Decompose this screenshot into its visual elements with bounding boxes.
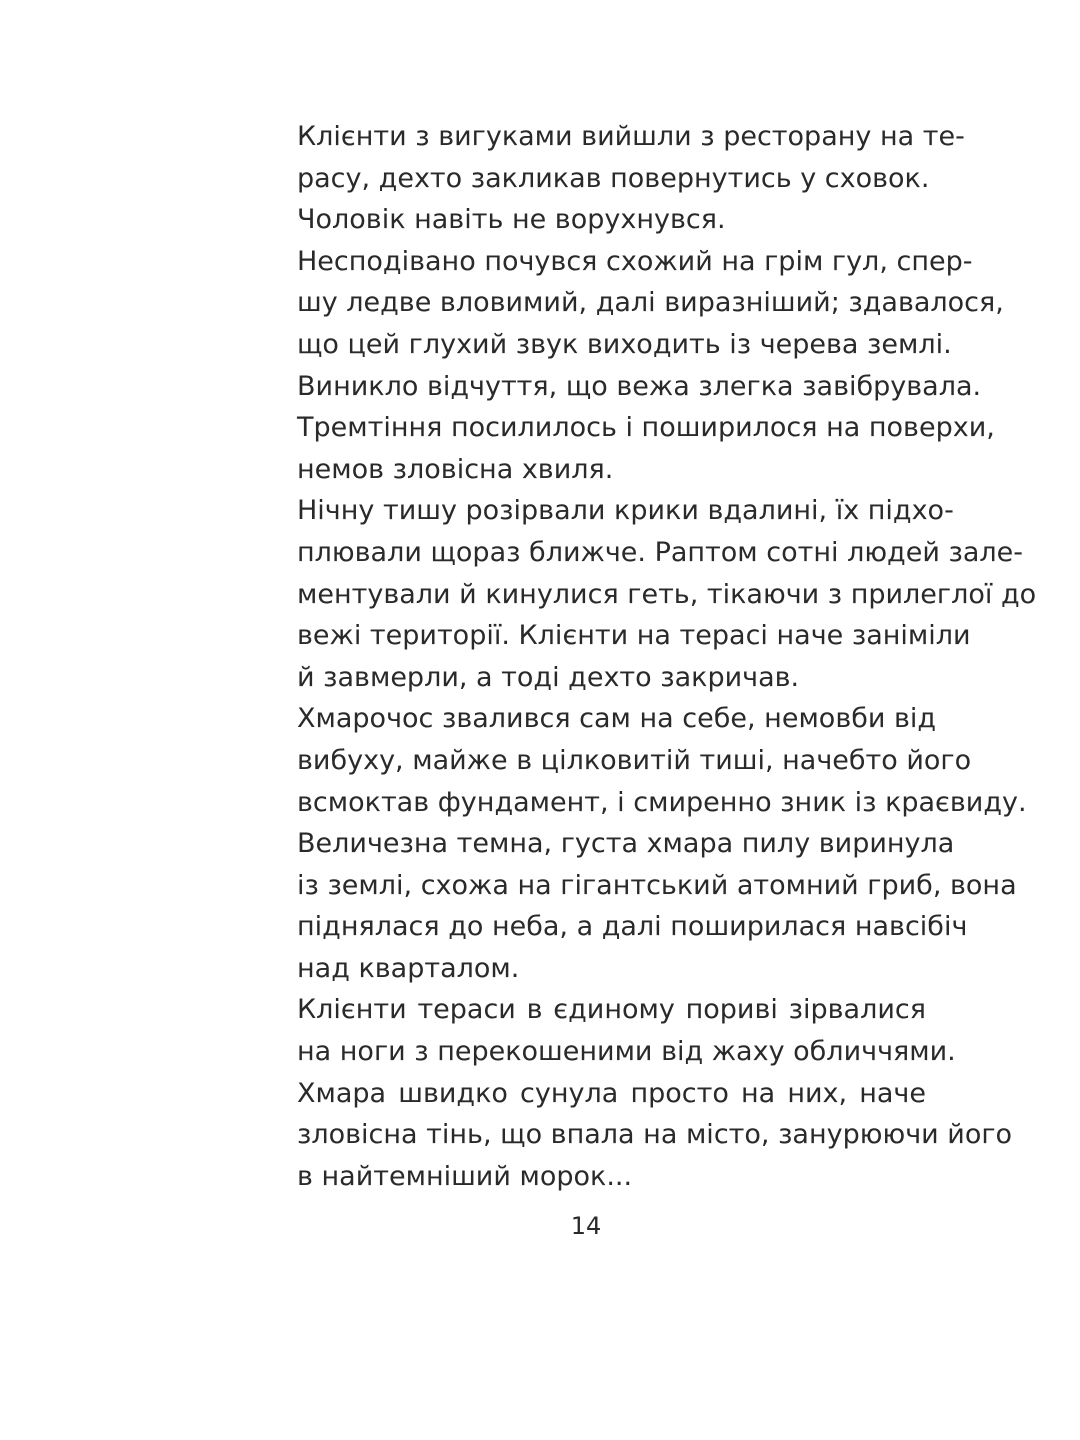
text-line: й завмерли, а тоді дехто закричав. <box>297 661 800 693</box>
text-line: в найтемніший морок... <box>297 1160 633 1192</box>
paragraph <box>254 698 1027 823</box>
text-line: Клієнти тераси в єдиному пориві зірвалися <box>297 994 926 1026</box>
text-line: вибуху, майже в цілковитій тиші, начебто його <box>297 744 972 776</box>
text-line: ментували й кинулися геть, тікаючи з прилеглої до <box>297 578 1037 610</box>
text-line: Тремтіння посилилось і поширилося на поверхи, <box>297 412 995 444</box>
text-line: із землі, схожа на гігантський атомний гриб, вона <box>297 869 1017 901</box>
text-line: Несподівано почувся схожий на грім гул, спер- <box>297 245 973 277</box>
text-line: Нічну тишу розірвали крики вдалині, їх підхо- <box>297 495 954 527</box>
paragraph <box>254 116 965 199</box>
text-line: Чоловік навіть не ворухнувся. <box>297 204 726 236</box>
page-number: 14 <box>570 1212 602 1240</box>
paragraph <box>254 199 926 241</box>
paragraph <box>254 989 956 1072</box>
text-line: що цей глухий звук виходить із черева землі. <box>297 328 952 360</box>
text-line: всмоктав фундамент, і смиренно зник із краєвиду. <box>297 786 1027 818</box>
text-line: расу, дехто закликав повернутись у сховок. <box>297 162 930 194</box>
text-line: піднялася до неба, а далі поширилася навсібіч <box>297 911 968 943</box>
text-line: Величезна темна, густа хмара пилу виринула <box>297 828 955 860</box>
text-line: Хмара швидко сунула просто на них, наче <box>297 1077 926 1109</box>
text-line: шу ледве вловимий, далі виразніший; здавалося, <box>297 287 1004 319</box>
paragraph <box>254 241 1004 491</box>
text-line: зловісна тінь, що впала на місто, занурюючи його <box>297 1119 1013 1151</box>
text-line: немов зловісна хвиля. <box>297 453 614 485</box>
text-line: Виникло відчуття, що вежа злегка завібрувала. <box>297 370 982 402</box>
body-text <box>254 116 1037 1197</box>
text-line: над кварталом. <box>297 952 520 984</box>
text-line: Хмарочос звалився сам на себе, немовби від <box>297 703 937 735</box>
paragraph <box>254 1073 1013 1198</box>
paragraph <box>254 490 1037 698</box>
paragraph <box>254 823 1017 989</box>
text-line: Клієнти з вигуками вийшли з ресторану на те- <box>297 121 965 152</box>
text-line: на ноги з перекошеними від жаху обличчями. <box>297 1036 956 1068</box>
text-line: плювали щораз ближче. Раптом сотні людей зале- <box>297 536 1023 568</box>
text-line: вежі території. Клієнти на терасі наче заніміли <box>297 620 971 652</box>
